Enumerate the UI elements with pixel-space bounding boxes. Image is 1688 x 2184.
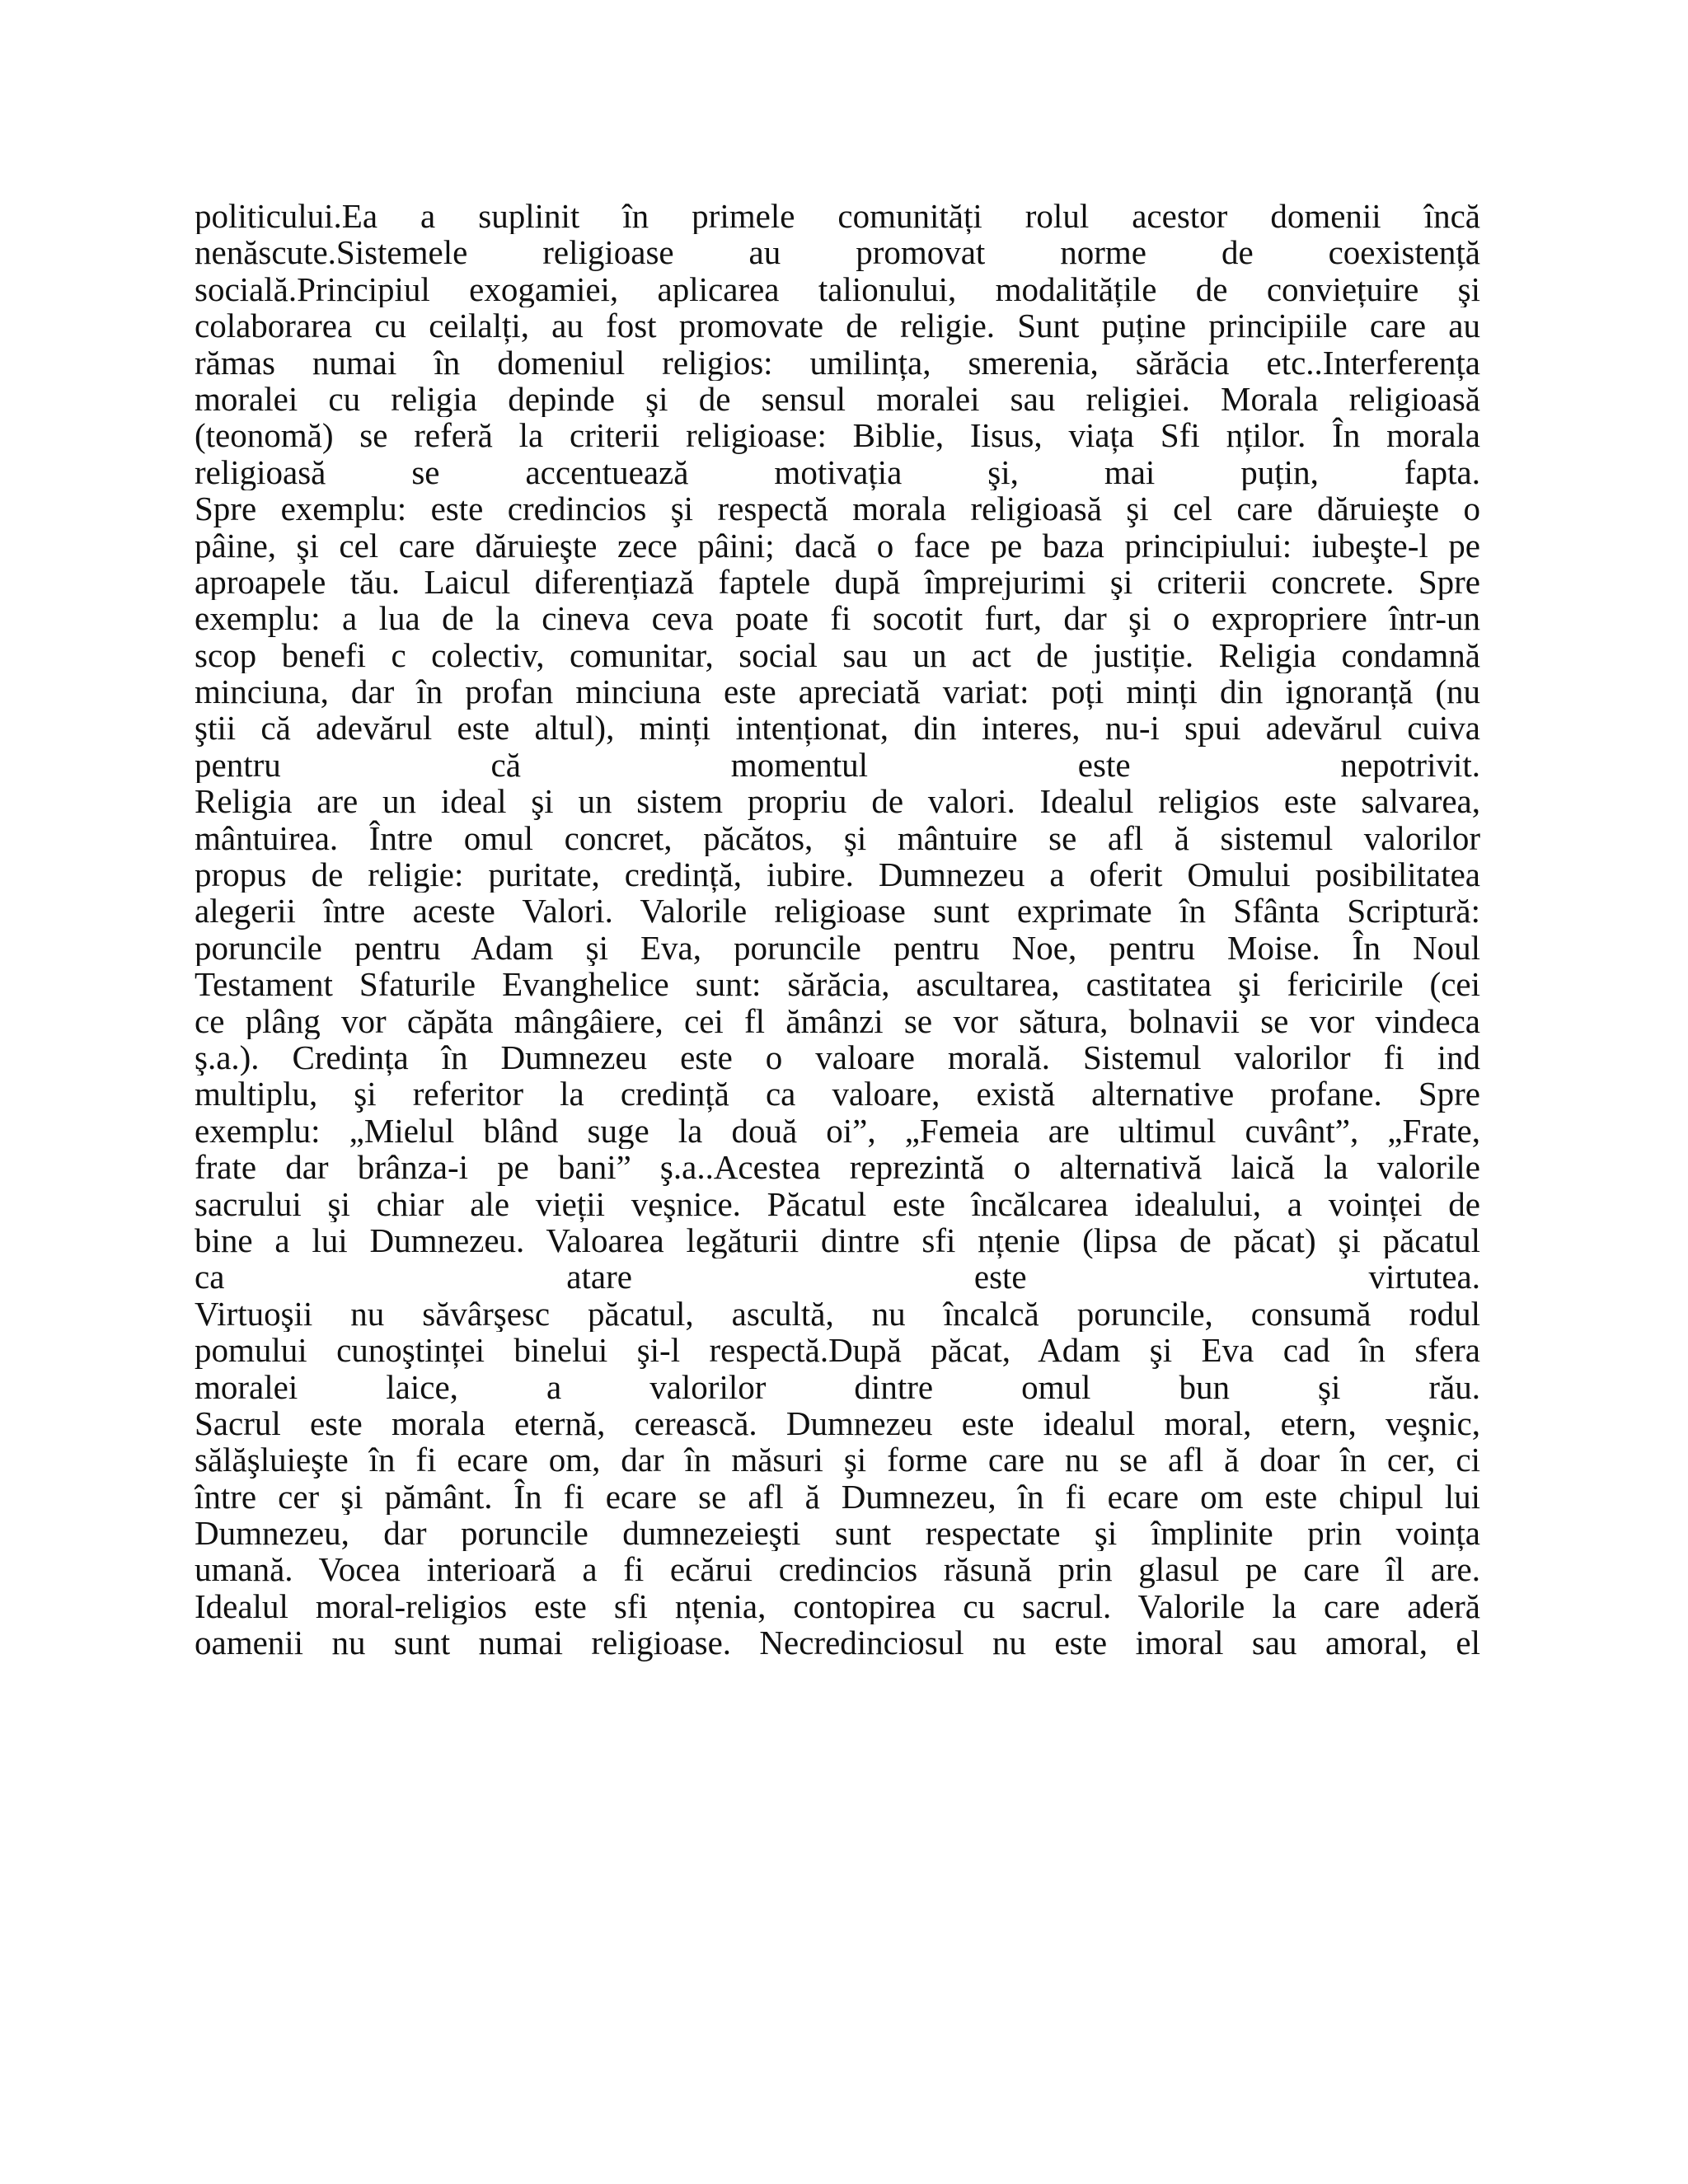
text-line: frate dar brânza-i pe bani” ş.a..Acestea reprezintă o alternativă laică la valorile [195,1149,1480,1186]
text-line: mântuirea. Între omul concret, păcătos, şi mântuire se afl ă sistemul valorilor [195,819,1480,857]
text-line: aproapele tău. Laicul diferențiază faptele după împrejurimi şi criterii concrete. Spre [195,563,1480,601]
text-line: umană. Vocea interioară a fi ecărui credincios răsună prin glasul pe care îl are. [195,1551,1480,1588]
text-line: între cer şi pământ. În fi ecare se afl ă Dumnezeu, în fi ecare om este chipul lui [195,1478,1480,1516]
text-line: pomului cunoştinței binelui şi-l respectă.După păcat, Adam şi Eva cad în sfera [195,1332,1480,1369]
text-line: religioasă se accentuează motivația şi, mai puțin, fapta. [195,453,1480,491]
text-line: ca atare este virtutea. [195,1258,1480,1296]
text-line: poruncile pentru Adam şi Eva, poruncile pentru Noe, pentru Moise. În Noul [195,929,1480,967]
text-line: sălăşluieşte în fi ecare om, dar în măsuri şi forme care nu se afl ă doar în cer, ci [195,1441,1480,1479]
text-line: (teonomă) se referă la criterii religioase: Biblie, Iisus, viața Sfi nților. În morala [195,417,1480,454]
text-line: Idealul moral-religios este sfi nțenia, contopirea cu sacrul. Valorile la care aderă [195,1587,1480,1625]
text-line: Sacrul este morala eternă, cerească. Dumnezeu este idealul moral, etern, veşnic, [195,1404,1480,1442]
text-line: socială.Principiul exogamiei, aplicarea talionului, modalitățile de conviețuire şi [195,270,1480,308]
text-line: Dumnezeu, dar poruncile dumnezeieşti sunt respectate şi împlinite prin voința [195,1515,1480,1552]
text-line: Religia are un ideal şi un sistem propriu de valori. Idealul religios este salvarea, [195,783,1480,820]
text-line: ş.a.). Credința în Dumnezeu este o valoare morală. Sistemul valorilor fi ind [195,1038,1480,1076]
text-line: scop benefi c colectiv, comunitar, social sau un act de justiție. Religia condamnă [195,636,1480,674]
text-line: colaborarea cu ceilalți, au fost promovate de religie. Sunt puține principiile care au [195,307,1480,344]
text-line: alegerii între aceste Valori. Valorile religioase sunt exprimate în Sfânta Scriptură: [195,893,1480,930]
text-line: exemplu: „Mielul blând suge la două oi”, „Femeia are ultimul cuvânt”, „Frate, [195,1112,1480,1150]
text-line: Testament Sfaturile Evanghelice sunt: sărăcia, ascultarea, castitatea şi fericirile (cei [195,966,1480,1003]
text-line: Virtuoşii nu săvârşesc păcatul, ascultă, nu încalcă poruncile, consumă rodul [195,1295,1480,1333]
text-line: moralei cu religia depinde şi de sensul moralei sau religiei. Morala religioasă [195,380,1480,418]
text-line: propus de religie: puritate, credință, iubire. Dumnezeu a oferit Omului posibilitatea [195,856,1480,893]
text-line: pâine, şi cel care dăruieşte zece pâini; dacă o face pe baza principiului: iubeşte-l pe [195,527,1480,564]
body-text [195,198,1480,1661]
text-line: Spre exemplu: este credincios şi respectă morala religioasă şi cel care dăruieşte o [195,490,1480,527]
text-line: minciuna, dar în profan minciuna este apreciată variat: poți minți din ignoranță (nu [195,673,1480,710]
text-line: sacrului şi chiar ale vieții veşnice. Păcatul este încălcarea idealului, a voinței de [195,1185,1480,1222]
text-line: multiplu, şi referitor la credință ca valoare, există alternative profane. Spre [195,1076,1480,1113]
text-line: oamenii nu sunt numai religioase. Necredinciosul nu este imoral sau amoral, el [195,1624,1480,1661]
text-line: moralei laice, a valorilor dintre omul bun şi rău. [195,1368,1480,1405]
text-line: ce plâng vor căpăta mângâiere, cei fl ămânzi se vor sătura, bolnavii se vor vindeca [195,1002,1480,1039]
text-line: ştii că adevărul este altul), minți intenționat, din interes, nu-i spui adevărul cuiva [195,710,1480,747]
text-line: pentru că momentul este nepotrivit. [195,746,1480,784]
text-line: exemplu: a lua de la cineva ceva poate fi socotit furt, dar şi o expropriere într-un [195,600,1480,637]
text-line: nenăscute.Sistemele religioase au promovat norme de coexistență [195,234,1480,271]
text-line: bine a lui Dumnezeu. Valoarea legăturii dintre sfi nțenie (lipsa de păcat) şi păcatul [195,1221,1480,1259]
text-line: rămas numai în domeniul religios: umilința, smerenia, sărăcia etc..Interferența [195,344,1480,381]
text-line: politicului.Ea a suplinit în primele comunități rolul acestor domenii încă [195,198,1480,235]
